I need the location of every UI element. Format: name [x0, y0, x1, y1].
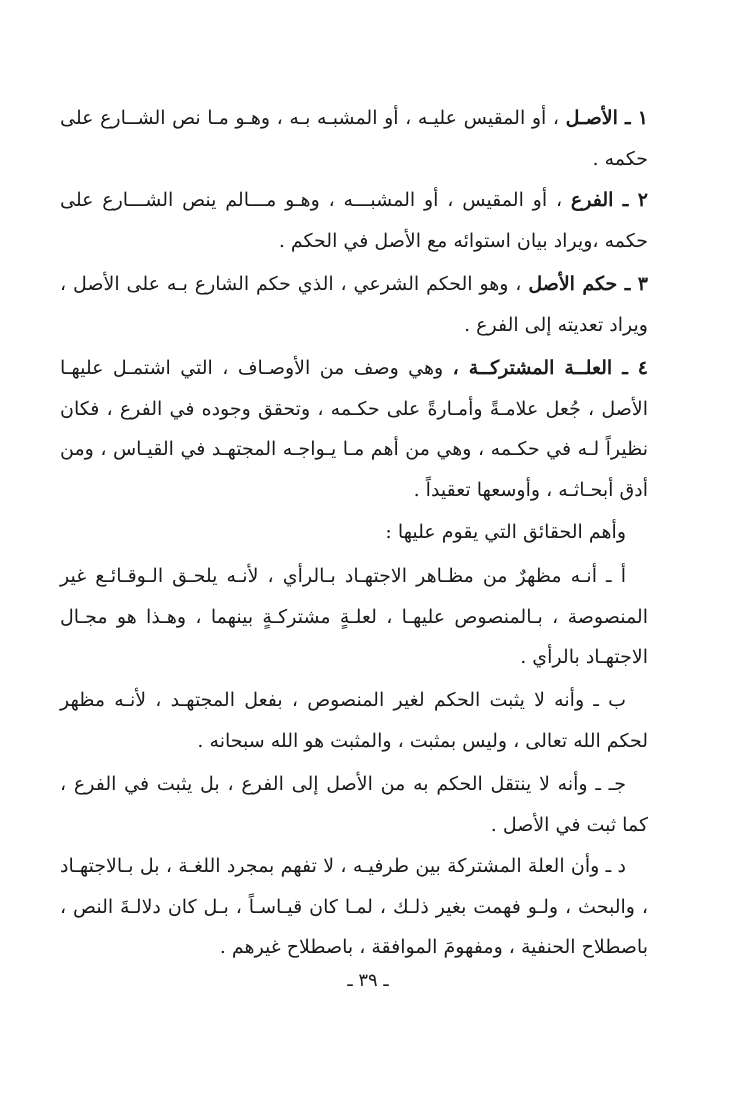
page-number: ـ ٣٩ ـ — [347, 970, 389, 991]
term-asl: ١ ـ الأصـل — [565, 107, 648, 129]
term-hukm-asl: ٣ ـ حكم الأصل — [528, 273, 648, 295]
fact-jim: جـ ـ وأنه لا ينتقل الحكم به من الأصل إلى الفرع ، بل يثبت في الفرع ، كما ثبت في الأصل . — [60, 773, 648, 836]
definition-hukm-asl-text: ، وهو الحكم الشرعي ، الذي حكم الشارع بـه على الأصل ، ويراد تعديته إلى الفرع . — [60, 273, 648, 336]
definition-illa-text: وهي وصف من الأوصـاف ، التي اشتمـل عليهـا الأصل ، جُعل علامـةً وأمـارةً على حكـمه ، وتحقق وجوده في الفرع ، فكان نظيراً لـه في حكـمه ، وهي من أهم مـا يـواجـه المجتهـد في القيـاس ، ومن أدق أبحـاثـه ، وأوسعها تعقيداً . — [60, 357, 648, 501]
definition-hukm-asl — [60, 264, 648, 345]
term-far: ٢ ـ الفرع — [570, 189, 648, 211]
definition-asl-text: ، أو المقيس عليـه ، أو المشبـه بـه ، وهـو مـا نص الشــارع على حكمه . — [60, 107, 648, 170]
definition-illa — [60, 348, 648, 510]
definition-far-text: ، أو المقيس ، أو المشبـــه ، وهـو مـــالم ينص الشـــارع على حكمه ،ويراد بيان استوائه مع الأصل في الحكم . — [60, 189, 648, 252]
fact-alif: أ ـ أنـه مظهرٌ من مظـاهر الاجتهـاد بـالرأي ، لأنـه يلحـق الـوقـائـع غير المنصوصة ، بـالمنصوص عليهـا ، لعلـةٍ مشتركـةٍ بينهما ، وهـذا هو مجـال الاجتهـاد بالرأي . — [60, 565, 648, 668]
fact-ba: ب ـ وأنه لا يثبت الحكم لغير المنصوص ، بفعل المجتهـد ، لأنـه مظهر لحكم الله تعالى ، وليس بمثبت ، والمثبت هو الله سبحانه . — [60, 689, 648, 752]
definition-asl — [60, 98, 648, 179]
facts-intro: وأهم الحقائق التي يقوم عليها : — [385, 521, 626, 543]
term-illa: ٤ ـ العلــة المشتركــة ، — [452, 357, 648, 379]
definition-far — [60, 180, 648, 261]
fact-dal: د ـ وأن العلة المشتركة بين طرفيـه ، لا تفهم بمجرد اللغـة ، بل بـالاجتهـاد ، والبحث ، ولـو فهمت بغير ذلـك ، لمـا كان قيـاسـاً ، بـل كان دلالـةَ النص ، باصطلاح الحنفية ، ومفهومَ الموافقة ، باصطلاح غيرهم . — [60, 855, 648, 958]
